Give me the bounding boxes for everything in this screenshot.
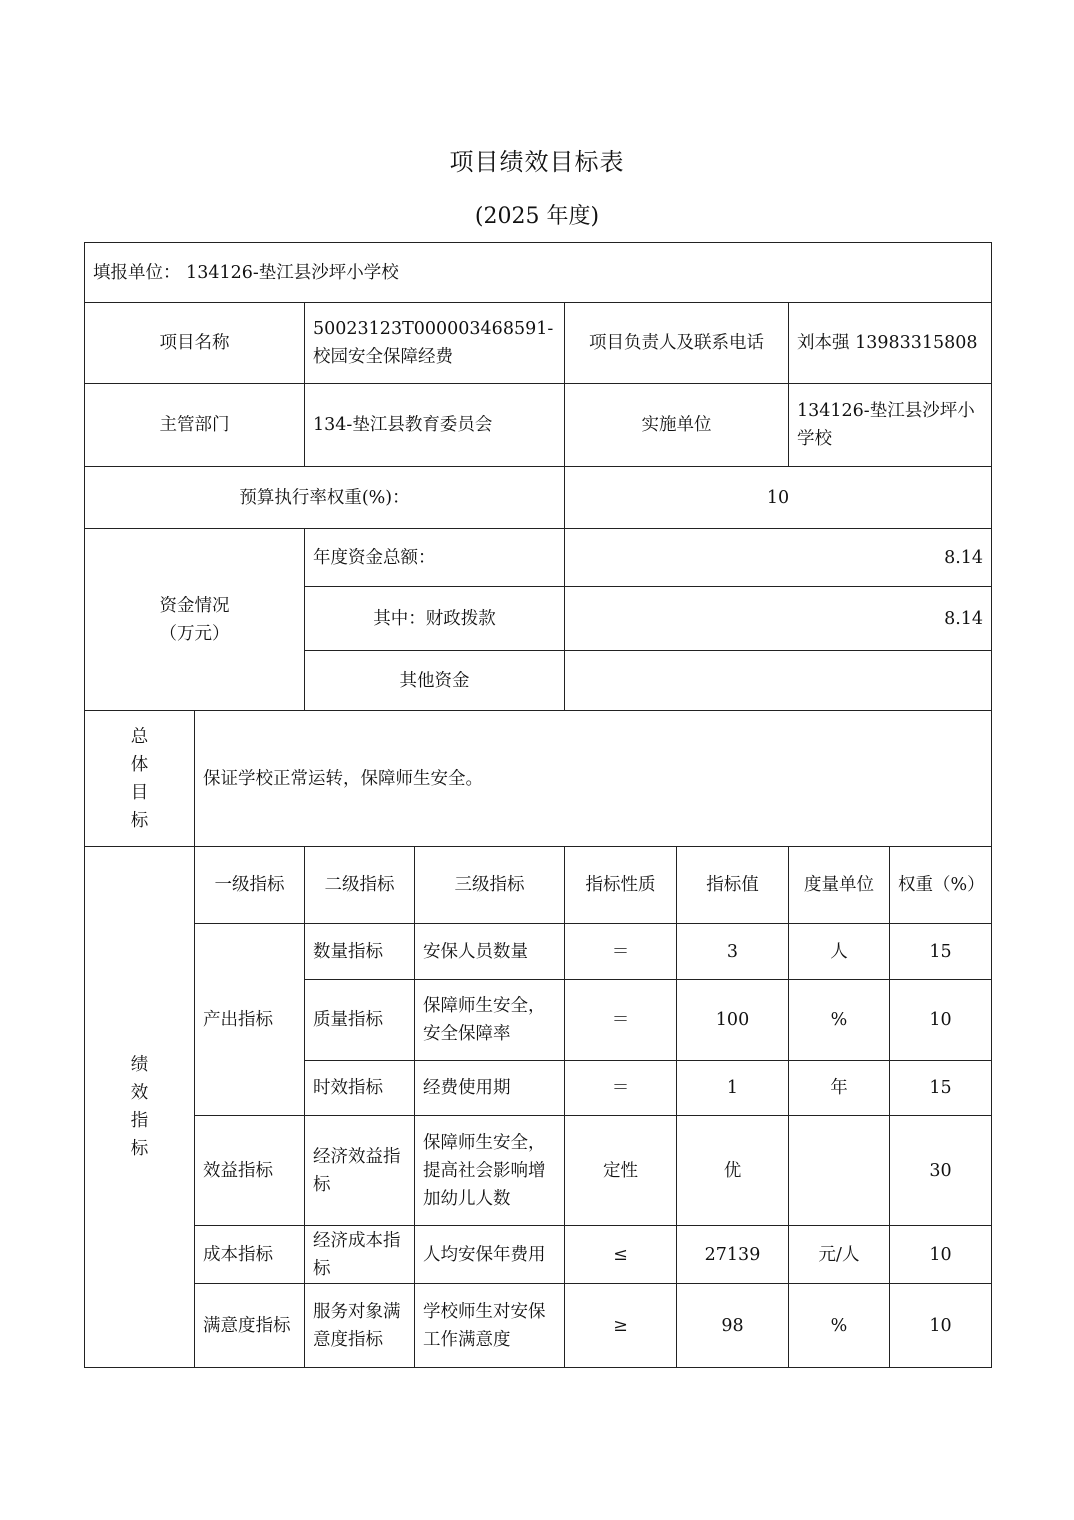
dept-value: 134-垫江县教育委员会 bbox=[305, 384, 565, 467]
overall-goal-text: 保证学校正常运转，保障师生安全。 bbox=[195, 711, 992, 847]
indicators-label: 绩 效 指 标 bbox=[85, 847, 195, 1368]
table-row: 时效指标 经费使用期 ＝ 1 年 15 bbox=[85, 1061, 992, 1116]
level1-satisfaction: 满意度指标 bbox=[195, 1284, 305, 1368]
funds-fiscal-label: 其中：财政拨款 bbox=[305, 587, 565, 651]
page-subtitle: (2025 年度) bbox=[474, 204, 600, 229]
header-nature: 指标性质 bbox=[565, 847, 677, 924]
header-unit: 度量单位 bbox=[789, 847, 890, 924]
funds-fiscal-value: 8.14 bbox=[565, 587, 992, 651]
budget-rate-label: 预算执行率权重(%)： bbox=[85, 467, 565, 529]
level1-output: 产出指标 bbox=[195, 924, 305, 1116]
impl-unit-value: 134126-垫江县沙坪小学校 bbox=[789, 384, 992, 467]
funds-total-label: 年度资金总额： bbox=[305, 529, 565, 587]
project-manager-label: 项目负责人及联系电话 bbox=[565, 303, 789, 384]
impl-unit-label: 实施单位 bbox=[565, 384, 789, 467]
header-weight: 权重（%） bbox=[890, 847, 992, 924]
filling-unit: 填报单位： 134126-垫江县沙坪小学校 bbox=[85, 243, 992, 303]
table-row: 产出指标 数量指标 安保人员数量 ＝ 3 人 15 bbox=[85, 924, 992, 980]
header-level3: 三级指标 bbox=[415, 847, 565, 924]
funds-label-line2: （万元） bbox=[159, 623, 230, 644]
table-row: 质量指标 保障师生安全，安全保障率 ＝ 100 % 10 bbox=[85, 980, 992, 1061]
project-name-value: 50023123T000003468591-校园安全保障经费 bbox=[305, 303, 565, 384]
header-level1: 一级指标 bbox=[195, 847, 305, 924]
funds-total-value: 8.14 bbox=[565, 529, 992, 587]
header-level2: 二级指标 bbox=[305, 847, 415, 924]
project-name-label: 项目名称 bbox=[85, 303, 305, 384]
table-row: 成本指标 经济成本指标 人均安保年费用 ≤ 27139 元/人 10 bbox=[85, 1226, 992, 1284]
page-title: 项目绩效目标表 bbox=[449, 148, 625, 176]
table-row: 效益指标 经济效益指标 保障师生安全，提高社会影响增加幼儿人数 定性 优 30 bbox=[85, 1116, 992, 1226]
funds-other-value bbox=[565, 651, 992, 711]
table-row: 满意度指标 服务对象满意度指标 学校师生对安保工作满意度 ≥ 98 % 10 bbox=[85, 1284, 992, 1368]
budget-rate-value: 10 bbox=[565, 467, 992, 529]
level1-cost: 成本指标 bbox=[195, 1226, 305, 1284]
funds-other-label: 其他资金 bbox=[305, 651, 565, 711]
funds-label-line1: 资金情况 bbox=[159, 595, 230, 616]
overall-goal-label: 总 体 目 标 bbox=[85, 711, 195, 847]
funds-label bbox=[85, 529, 305, 711]
dept-label: 主管部门 bbox=[85, 384, 305, 467]
project-manager-value: 刘本强 13983315808 bbox=[789, 303, 992, 384]
level1-benefit: 效益指标 bbox=[195, 1116, 305, 1226]
header-value: 指标值 bbox=[677, 847, 789, 924]
performance-table bbox=[84, 242, 992, 1368]
